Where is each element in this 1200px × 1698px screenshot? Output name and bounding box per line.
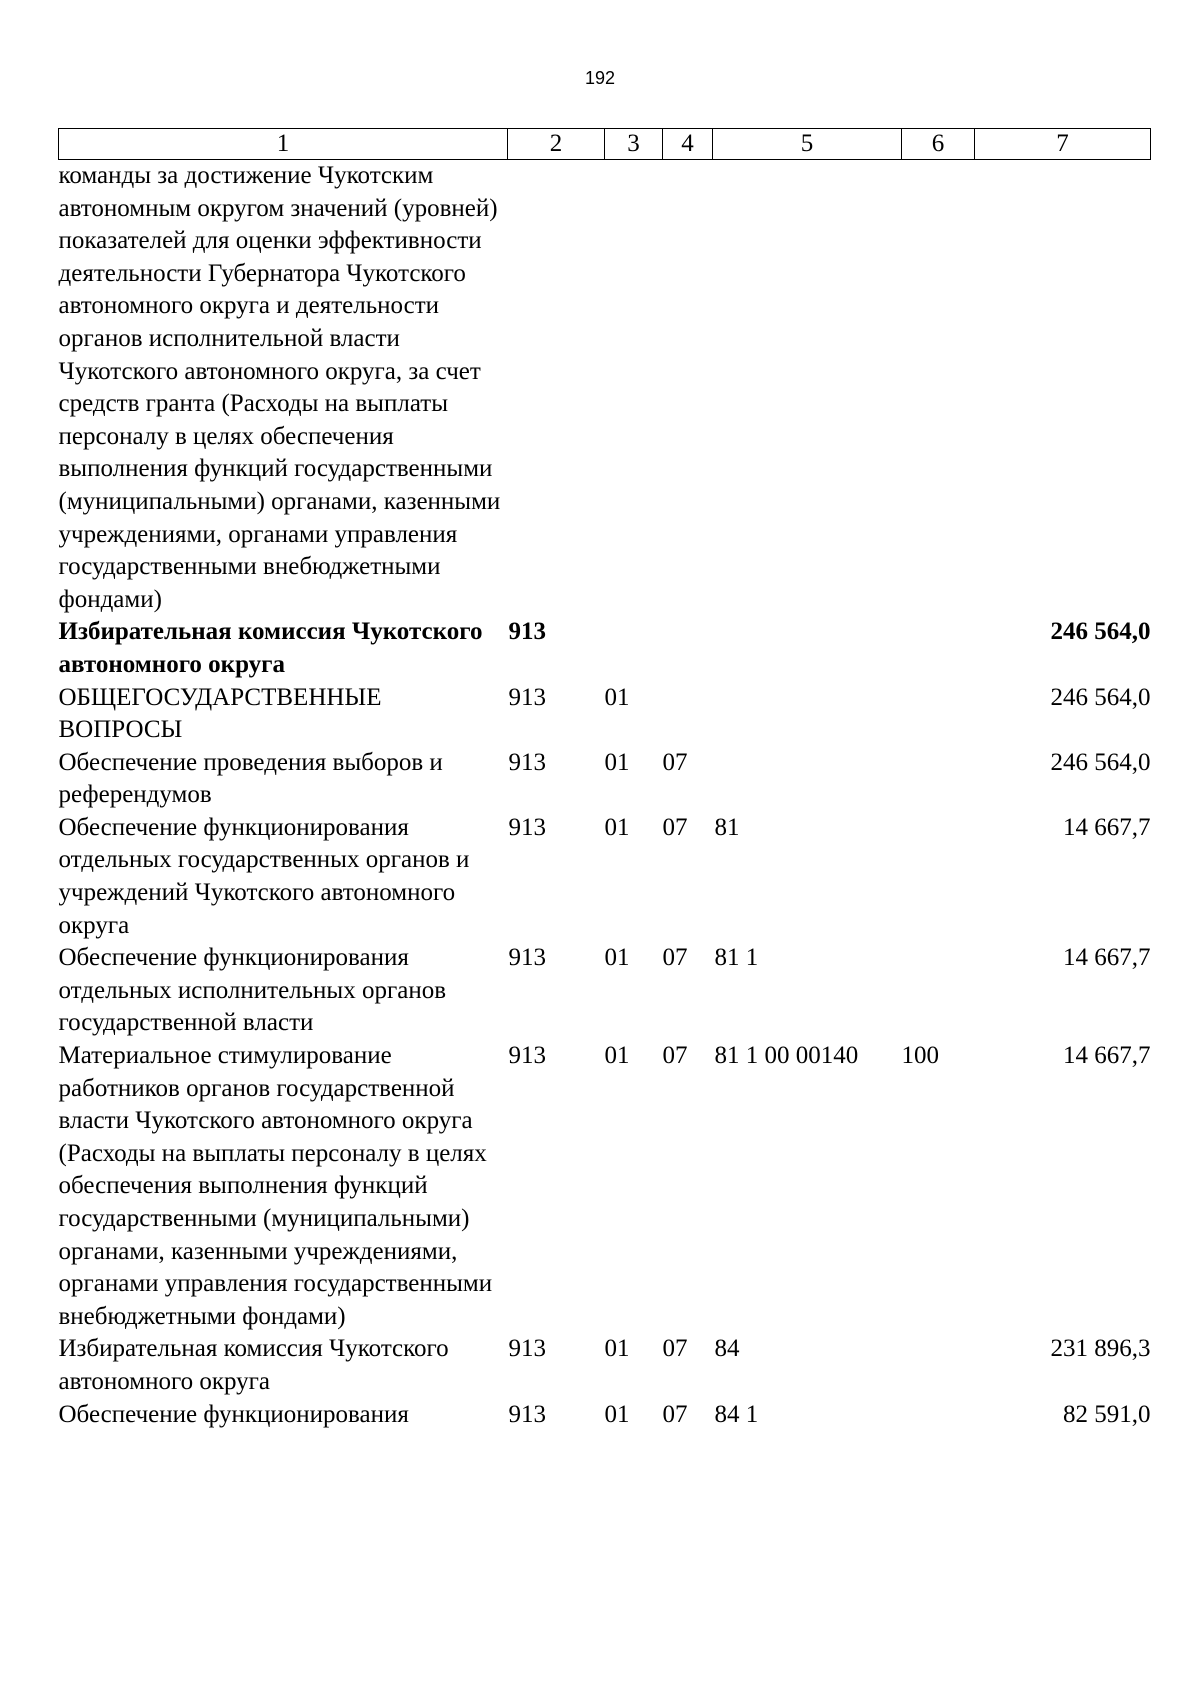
row-csr: 81 1 (714, 944, 759, 972)
column-header-2: 2 (508, 129, 605, 160)
row-name: Обеспечение функционирования отдельных государственных органов и учреждений Чукотского автономного округа (58, 813, 470, 939)
row-sum: 231 896,3 (1050, 1335, 1151, 1363)
row-rz: 01 (604, 944, 630, 972)
table-row (59, 1399, 1151, 1432)
row-sum: 14 667,7 (1063, 1042, 1151, 1070)
row-name: Избирательная комиссия Чукотского автономного округа (58, 1335, 449, 1395)
row-gr: 913 (508, 813, 546, 841)
row-sum: 14 667,7 (1063, 944, 1151, 972)
table-row (59, 682, 1151, 747)
row-vr (902, 812, 975, 942)
row-pr (663, 616, 713, 681)
row-gr: 913 (508, 618, 546, 646)
table-row (59, 160, 1151, 617)
column-header-3: 3 (605, 129, 663, 160)
row-csr: 81 (714, 813, 740, 841)
row-gr: 913 (508, 1400, 546, 1428)
column-header-1: 1 (59, 129, 508, 160)
row-vr (902, 942, 975, 1040)
row-vr (902, 747, 975, 812)
table-row (59, 1333, 1151, 1398)
column-header-5: 5 (713, 129, 902, 160)
table-row (59, 747, 1151, 812)
row-rz: 01 (604, 813, 630, 841)
row-name: команды за достижение Чукотским автономным округом значений (уровней) показателей для оценки эффективности деятельности Губернатора Чукотского автономного округа и деятельности органов исполнительной власти Чукотского автономного округа, за счет средств гранта (Расходы на выплаты персоналу в целях обеспечения выполнения функций государственными (муниципальными) органами, казенными учреждениями, органами управления государственными внебюджетными фондами) (58, 162, 501, 613)
column-header-6: 6 (902, 129, 975, 160)
row-sum: 246 564,0 (1050, 748, 1151, 776)
table-row (59, 1040, 1151, 1333)
table-row (59, 812, 1151, 942)
row-sum: 246 564,0 (1050, 683, 1151, 711)
row-gr (508, 160, 605, 617)
row-rz: 01 (604, 1042, 630, 1070)
row-vr (902, 160, 975, 617)
row-pr: 07 (662, 748, 688, 776)
row-gr: 913 (508, 683, 546, 711)
row-pr: 07 (662, 944, 688, 972)
row-csr: 84 1 (714, 1400, 759, 1428)
row-rz: 01 (604, 748, 630, 776)
row-pr: 07 (662, 1400, 688, 1428)
row-name: ОБЩЕГОСУДАРСТВЕННЫЕ ВОПРОСЫ (58, 683, 382, 744)
column-header-4: 4 (663, 129, 713, 160)
row-name: Обеспечение функционирования (58, 1400, 409, 1428)
table-row (59, 616, 1151, 681)
budget-table (58, 128, 1151, 1431)
row-csr (713, 747, 902, 812)
table-header (59, 129, 1151, 160)
row-gr: 913 (508, 944, 546, 972)
row-sum: 14 667,7 (1063, 813, 1151, 841)
row-rz: 01 (604, 1335, 630, 1363)
row-pr: 07 (662, 813, 688, 841)
page-number: 192 (584, 68, 616, 88)
row-name: Обеспечение проведения выборов и референдумов (58, 748, 443, 809)
row-vr: 100 (901, 1042, 939, 1070)
row-gr: 913 (508, 748, 546, 776)
row-vr (902, 682, 975, 747)
row-csr (713, 682, 902, 747)
row-rz: 01 (604, 1400, 630, 1428)
row-rz: 01 (604, 683, 630, 711)
row-name: Материальное стимулирование работников органов государственной власти Чукотского автономного округа (Расходы на выплаты персоналу в целях обеспечения выполнения функций государственными (муниципальными) органами, казенными учреждениями, органами управления государственными внебюджетными фондами) (58, 1042, 493, 1330)
header-row (59, 129, 1151, 160)
row-pr: 07 (662, 1042, 688, 1070)
row-vr (902, 616, 975, 681)
row-pr (663, 682, 713, 747)
row-pr: 07 (662, 1335, 688, 1363)
row-vr (902, 1399, 975, 1432)
row-csr (713, 160, 902, 617)
row-csr (713, 616, 902, 681)
row-sum: 246 564,0 (1050, 618, 1151, 646)
table-row (59, 942, 1151, 1040)
row-sum (975, 160, 1151, 617)
row-gr: 913 (508, 1042, 546, 1070)
row-rz (605, 616, 663, 681)
column-header-7: 7 (975, 129, 1151, 160)
row-name: Избирательная комиссия Чукотского автономного округа (58, 618, 483, 678)
row-sum: 82 591,0 (1063, 1400, 1151, 1428)
row-rz (605, 160, 663, 617)
row-csr: 84 (714, 1335, 740, 1363)
row-csr: 81 1 00 00140 (714, 1042, 859, 1070)
row-gr: 913 (508, 1335, 546, 1363)
table-body (59, 160, 1151, 1432)
row-vr (902, 1333, 975, 1398)
row-name: Обеспечение функционирования отдельных исполнительных органов государственной власти (58, 944, 446, 1037)
row-pr (663, 160, 713, 617)
